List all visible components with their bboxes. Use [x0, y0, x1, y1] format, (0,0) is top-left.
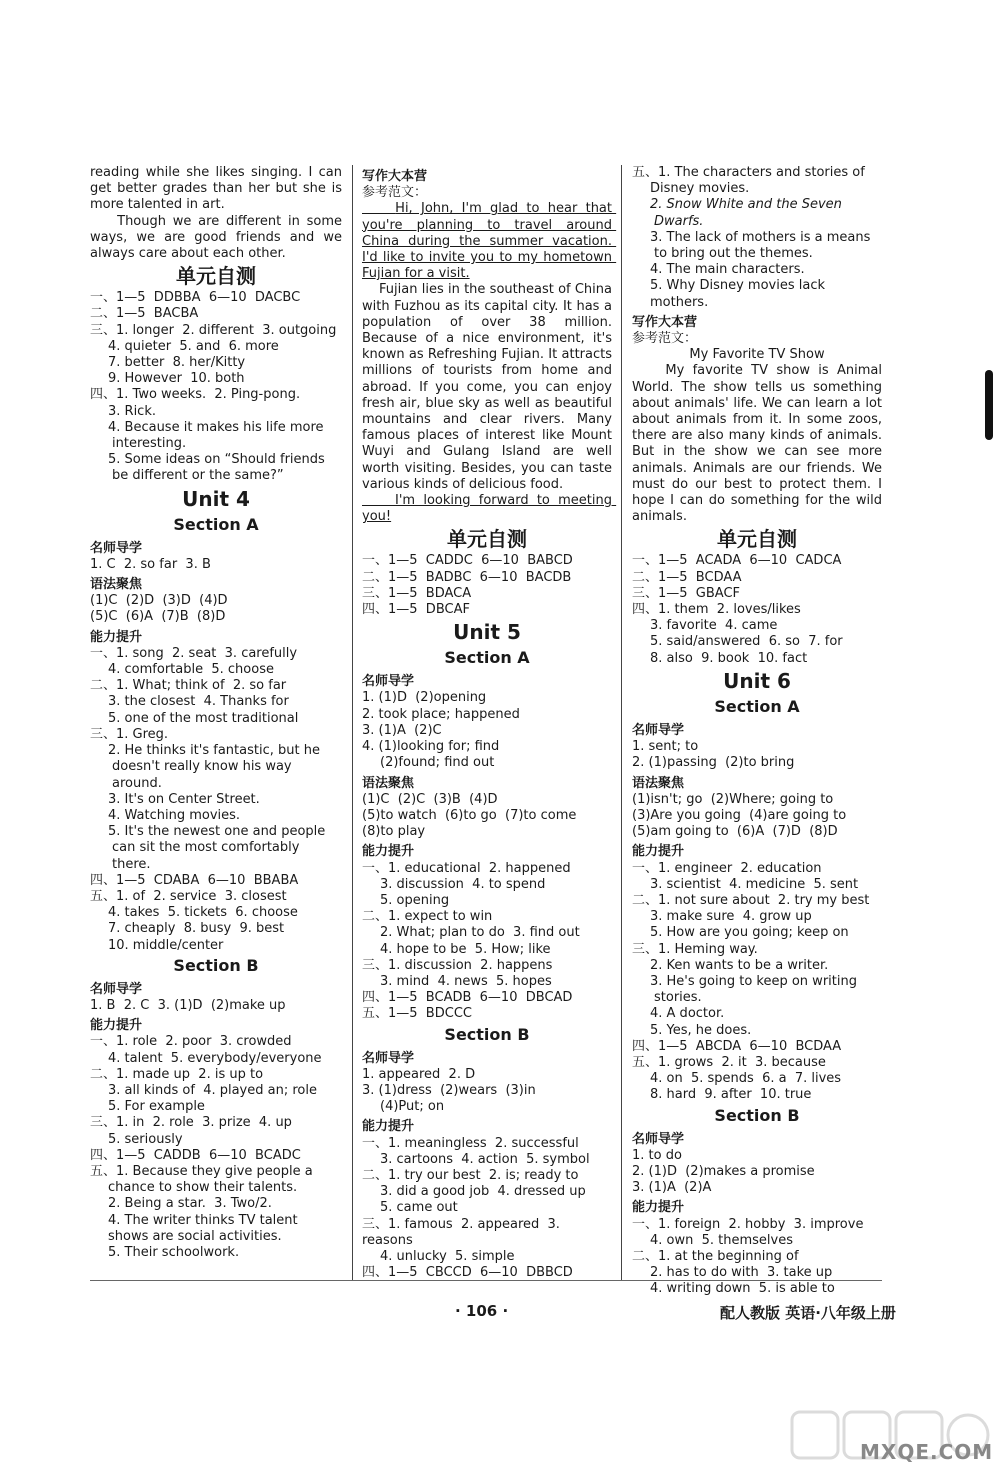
answer-line: 3. make sure 4. grow up: [650, 909, 812, 925]
answer-line: 4. takes 5. tickets 6. choose: [108, 905, 298, 921]
answer-line: 一、1. song 2. seat 3. carefully: [90, 645, 298, 661]
answer-line: 3. Rick.: [108, 403, 156, 419]
answer-line: 10. middle/center: [108, 937, 224, 953]
answer-line: 二、1. made up 2. is up to: [90, 1066, 264, 1082]
book-edition-label: 配人教版 英语·八年级上册: [720, 1304, 896, 1322]
answer-line: (3)Are you going (4)are going to: [632, 807, 847, 823]
column-divider: [352, 165, 353, 1280]
answer-line: 4. Because it makes his life more: [108, 419, 324, 435]
answer-line: 四、1. them 2. loves/likes: [632, 602, 801, 618]
answer-line: (1)C (2)D (3)D (4)D: [90, 593, 228, 609]
answer-line: 二、1—5 BACBA: [90, 306, 199, 322]
unit-heading: Unit 6: [723, 668, 791, 693]
essay-paragraph: Fujian lies in the southeast of China with Fuzhou as its capital city. It has a population of over 38 million. Because of a nice environment, it's known as Refreshing Fujian. It attracts millions of tourists from home and abroad. If you come, you can enjoy fresh air, blue sky as well as beautiful mountains and clear rivers. Many famous places of interest like Mount Wuyi and Gulang Island are well worth visiting. Besides, you can taste various kinds of delicious food.: [362, 282, 617, 492]
answer-line: 2. Being a star. 3. Two/2.: [108, 1196, 272, 1212]
answer-line: 三、1. longer 2. different 3. outgoing: [90, 322, 337, 338]
unit-heading: 单元自测: [176, 264, 256, 289]
answer-line: 一、1. role 2. poor 3. crowded: [90, 1034, 292, 1050]
answer-line: 五、1. grows 2. it 3. because: [632, 1054, 826, 1070]
subsection-label: 能力提升: [362, 844, 415, 860]
answer-line: 4. on 5. spends 6. a 7. lives: [650, 1071, 842, 1087]
answer-line: around.: [112, 775, 162, 791]
answer-line: 二、1—5 BADBC 6—10 BACDB: [362, 569, 572, 585]
answer-line: 5. said/answered 6. so 7. for: [650, 634, 843, 650]
answer-line: 二、1. at the beginning of: [632, 1248, 799, 1264]
answer-line: 8. hard 9. after 10. true: [650, 1087, 812, 1103]
section-heading: Section B: [444, 1024, 530, 1044]
subsection-label: 名师导学: [632, 722, 685, 738]
section-heading: Section B: [714, 1105, 800, 1125]
answer-line: 3. (1)dress (2)wears (3)in: [362, 1082, 536, 1098]
subsection-label: 能力提升: [632, 1200, 685, 1216]
answer-line: 4. quieter 5. and 6. more: [108, 338, 279, 354]
answer-line: 3. the closest 4. Thanks for: [108, 694, 289, 710]
answer-line: 5. For example: [108, 1099, 205, 1115]
answer-line: 四、1—5 DBCAF: [362, 602, 470, 618]
answer-line: 三、1. discussion 2. happens: [362, 957, 553, 973]
subsection-label: 能力提升: [362, 1119, 415, 1135]
answer-line: 3. The lack of mothers is a means: [650, 229, 871, 245]
answer-line: 二、1. try our best 2. is; ready to: [362, 1167, 579, 1183]
answer-line: 四、1—5 CBCCD 6—10 DBBCD: [362, 1265, 573, 1281]
subsection-label: 写作大本营: [632, 314, 698, 330]
answer-line: 三、1. Heming way.: [632, 941, 758, 957]
answer-line: 5. Yes, he does.: [650, 1022, 752, 1038]
answer-line: 3. cartoons 4. action 5. symbol: [380, 1151, 590, 1167]
answer-line: My Favorite TV Show: [689, 347, 825, 363]
subsection-label: 能力提升: [90, 629, 143, 645]
scan-margin-mark: [985, 370, 993, 440]
subsection-label: 名师导学: [90, 981, 143, 997]
answer-line: can sit the most comfortably: [112, 840, 300, 856]
answer-line: 三、1. in 2. role 3. prize 4. up: [90, 1115, 292, 1131]
answer-line: 4. own 5. themselves: [650, 1232, 794, 1248]
answer-line: 4. Watching movies.: [108, 807, 241, 823]
answer-line: 2. What; plan to do 3. find out: [380, 925, 580, 941]
answer-line: 2. He thinks it's fantastic, but he: [108, 743, 320, 759]
answer-line: 5. opening: [380, 892, 450, 908]
answer-line: to bring out the themes.: [654, 246, 813, 262]
answer-line: 5. It's the newest one and people: [108, 824, 326, 840]
answer-line: 一、1. engineer 2. education: [632, 860, 822, 876]
answer-line: 2. Snow White and the Seven: [650, 197, 842, 213]
answer-line: 1. B 2. C 3. (1)D (2)make up: [90, 997, 286, 1013]
subsection-label: 名师导学: [90, 540, 143, 556]
subsection-label: 语法聚焦: [90, 577, 143, 593]
answer-line: 一、1. educational 2. happened: [362, 860, 571, 876]
section-heading: Section A: [173, 514, 259, 534]
subsection-label: 能力提升: [90, 1018, 143, 1034]
page-number: · 106 ·: [455, 1302, 509, 1320]
answer-line: doesn't really know his way: [112, 759, 292, 775]
answer-line: 二、1. not sure about 2. try my best: [632, 892, 870, 908]
answer-line: 3. all kinds of 4. played an; role: [108, 1082, 317, 1098]
watermark-text: MXQE.COM: [860, 1440, 994, 1464]
answer-line: 2. Ken wants to be a writer.: [650, 957, 829, 973]
unit-heading: Unit 5: [453, 620, 521, 645]
answer-line: 3. favorite 4. came: [650, 618, 778, 634]
answer-line: 四、1. Two weeks. 2. Ping-pong.: [90, 387, 301, 403]
answer-line: stories.: [654, 990, 702, 1006]
answer-column-1: [90, 165, 347, 1261]
answer-line: shows are social activities.: [108, 1228, 282, 1244]
answer-line: 2. took place; happened: [362, 706, 520, 722]
answer-line: 2. (1)passing (2)to bring: [632, 755, 795, 771]
answer-line: 3. It's on Center Street.: [108, 791, 260, 807]
answer-line: 4. The main characters.: [650, 262, 805, 278]
section-heading: Section A: [714, 696, 800, 716]
answer-line: 5. Their schoolwork.: [108, 1244, 240, 1260]
answer-line: interesting.: [112, 436, 187, 452]
answer-line: 三、1. Greg.: [90, 726, 169, 742]
answer-line: 四、1—5 CDABA 6—10 BBABA: [90, 872, 299, 888]
unit-heading: 单元自测: [447, 527, 527, 552]
essay-paragraph: My favorite TV show is Animal World. The show tells us something about animals' life. We can learn a lot about animals from it. In some zoos, there are also many kinds of animals. But in the show we can see more animals. Animals are our friends. We must do our best to protect them. I hope I can do something for the wild animals.: [632, 363, 887, 525]
answer-line: 一、1—5 CADDC 6—10 BABCD: [362, 553, 573, 569]
answer-line: 参考范文：: [632, 331, 698, 347]
answer-line: 二、1. What; think of 2. so far: [90, 678, 287, 694]
essay-paragraph: reading while she likes singing. I can get better grades than her but she is more talented in art.: [90, 165, 347, 213]
subsection-label: 语法聚焦: [362, 775, 415, 791]
essay-paragraph: Hi, John, I'm glad to hear that you're planning to travel around China during the summer vacation. I'd like to invite you to my hometown Fujian for a visit.: [362, 201, 617, 282]
answer-line: 3. He's going to keep on writing: [650, 973, 857, 989]
answer-line: Disney movies.: [650, 181, 750, 197]
unit-heading: 单元自测: [717, 527, 797, 552]
answer-line: 1. sent; to: [632, 739, 699, 755]
answer-line: 4. comfortable 5. choose: [108, 662, 274, 678]
answer-line: 2. (1)D (2)makes a promise: [632, 1163, 815, 1179]
answer-line: 3. mind 4. news 5. hopes: [380, 973, 552, 989]
answer-line: 一、1—5 ACADA 6—10 CADCA: [632, 553, 842, 569]
answer-line: 1. C 2. so far 3. B: [90, 556, 211, 572]
answer-line: (4)Put; on: [380, 1099, 445, 1115]
answer-line: 一、1—5 DDBBA 6—10 DACBC: [90, 290, 301, 306]
answer-line: 五、1. The characters and stories of: [632, 165, 865, 180]
answer-line: 4. talent 5. everybody/everyone: [108, 1050, 322, 1066]
answer-line: 4. writing down 5. is able to: [650, 1281, 835, 1297]
answer-line: Dwarfs.: [654, 213, 704, 229]
answer-line: 5. Why Disney movies lack mothers.: [650, 278, 830, 310]
answer-line: 7. cheaply 8. busy 9. best: [108, 921, 285, 937]
answer-line: 四、1—5 BCADB 6—10 DBCAD: [362, 990, 573, 1006]
answer-line: (5)am going to (6)A (7)D (8)D: [632, 824, 838, 840]
answer-line: 5. Some ideas on “Should friends: [108, 452, 325, 468]
answer-line: 五、1. of 2. service 3. closest: [90, 888, 287, 904]
section-heading: Section B: [173, 955, 259, 975]
answer-line: 3. discussion 4. to spend: [380, 876, 546, 892]
answer-line: 8. also 9. book 10. fact: [650, 650, 808, 666]
answer-line: 三、1—5 GBACF: [632, 585, 741, 601]
subsection-label: 写作大本营: [362, 169, 428, 184]
answer-line: 3. did a good job 4. dressed up: [380, 1184, 586, 1200]
essay-paragraph: Though we are different in some ways, we are good friends and we always care about each other.: [90, 213, 347, 262]
answer-line: 1. to do: [632, 1147, 682, 1163]
answer-line: 3. scientist 4. medicine 5. sent: [650, 876, 859, 892]
unit-heading: Unit 4: [182, 486, 250, 511]
answer-line: 7. better 8. her/Kitty: [108, 355, 246, 371]
answer-line: 一、1. meaningless 2. successful: [362, 1135, 579, 1151]
subsection-label: 语法聚焦: [632, 775, 685, 791]
answer-line: (8)to play: [362, 824, 426, 840]
answer-line: (5)C (6)A (7)B (8)D: [90, 609, 226, 625]
subsection-label: 名师导学: [362, 674, 415, 690]
answer-line: 三、1. famous 2. appeared 3. reasons: [362, 1216, 565, 1248]
answer-line: (5)to watch (6)to go (7)to come: [362, 807, 577, 823]
answer-line: 4. The writer thinks TV talent: [108, 1212, 298, 1228]
answer-line: 5. How are you going; keep on: [650, 925, 849, 941]
answer-line: 三、1—5 BDACA: [362, 585, 472, 601]
answer-line: 一、1. foreign 2. hobby 3. improve: [632, 1216, 864, 1232]
answer-line: 4. (1)looking for; find: [362, 739, 500, 755]
answer-line: 4. unlucky 5. simple: [380, 1248, 515, 1264]
answer-line: there.: [112, 856, 151, 872]
subsection-label: 能力提升: [632, 844, 685, 860]
answer-line: 5. came out: [380, 1200, 458, 1216]
answer-line: 四、1—5 CADDB 6—10 BCADC: [90, 1147, 301, 1163]
essay-paragraph: I'm looking forward to meeting you!: [362, 493, 617, 525]
answer-line: 3. (1)A (2)C: [362, 722, 442, 738]
answer-line: be different or the same?”: [112, 468, 284, 484]
answer-line: 4. hope to be 5. How; like: [380, 941, 551, 957]
answer-line: 五、1—5 BDCCC: [362, 1006, 472, 1022]
answer-line: 二、1—5 BCDAA: [632, 569, 742, 585]
answer-line: 2. has to do with 3. take up: [650, 1265, 833, 1281]
answer-line: 1. appeared 2. D: [362, 1066, 476, 1082]
answer-line: 5. seriously: [108, 1131, 183, 1147]
answer-column-3: [632, 165, 887, 1298]
answer-line: 4. A doctor.: [650, 1006, 725, 1022]
answer-line: 二、1. expect to win: [362, 909, 493, 925]
subsection-label: 名师导学: [362, 1050, 415, 1066]
answer-line: 1. (1)D (2)opening: [362, 690, 487, 706]
column-divider: [621, 165, 622, 1280]
answer-line: 参考范文：: [362, 185, 428, 201]
answer-line: 9. However 10. both: [108, 371, 245, 387]
section-heading: Section A: [444, 648, 530, 668]
answer-line: 5. one of the most traditional: [108, 710, 299, 726]
answer-line: (2)found; find out: [380, 755, 495, 771]
answer-column-2: [362, 165, 617, 1281]
answer-line: 五、1. Because they give people a: [90, 1163, 313, 1179]
answer-line: 3. (1)A (2)A: [632, 1180, 712, 1196]
answer-line: 四、1—5 ABCDA 6—10 BCDAA: [632, 1038, 842, 1054]
answer-line: chance to show their talents.: [108, 1180, 298, 1196]
footer-rule: [90, 1280, 882, 1281]
answer-line: (1)C (2)C (3)B (4)D: [362, 791, 498, 807]
subsection-label: 名师导学: [632, 1131, 685, 1147]
answer-line: (1)isn't; go (2)Where; going to: [632, 791, 834, 807]
